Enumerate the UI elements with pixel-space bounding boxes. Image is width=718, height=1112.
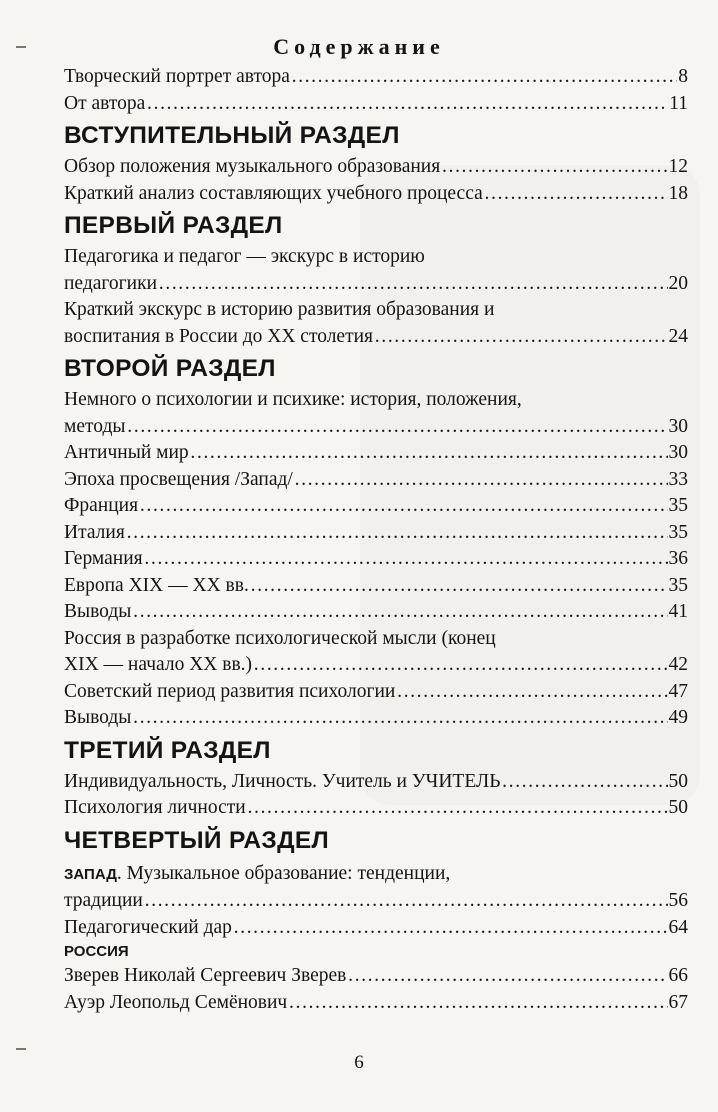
- page-number: 6: [354, 1052, 364, 1073]
- toc-entry[interactable]: [64, 963, 688, 990]
- toc-entry-label: Психология личности: [64, 797, 246, 818]
- toc-entry-page: 42: [668, 654, 688, 675]
- toc-entry[interactable]: [64, 154, 688, 181]
- toc-entry-label: Ауэр Леопольд Семёнович: [64, 991, 288, 1013]
- dot-leader: [288, 990, 667, 1017]
- dot-leader: [144, 546, 668, 573]
- toc-entry[interactable]: [64, 64, 688, 91]
- toc-entry-page: 12: [668, 156, 688, 177]
- dot-leader: [126, 414, 667, 441]
- toc-entry[interactable]: [64, 861, 688, 915]
- dot-leader: [190, 440, 668, 467]
- toc-entry[interactable]: [64, 795, 688, 822]
- toc-entry-page: 35: [668, 521, 688, 543]
- dot-leader: [146, 91, 668, 118]
- subsection-heading: РОССИЯ: [64, 943, 129, 960]
- dot-leader: [233, 915, 668, 942]
- dot-leader: [132, 599, 667, 626]
- table-of-contents: [64, 64, 688, 1016]
- toc-entry[interactable]: [64, 493, 688, 520]
- toc-entry-page: 35: [668, 495, 688, 516]
- margin-mark: [16, 1048, 26, 1050]
- toc-entry-label: Эпоха просвещения /Запад/: [64, 468, 293, 490]
- section-heading: ТРЕТИЙ РАЗДЕЛ: [64, 736, 271, 764]
- toc-entry-page: 50: [668, 797, 688, 818]
- section-heading: ПЕРВЫЙ РАЗДЕЛ: [64, 212, 283, 239]
- toc-entry-page: 18: [668, 182, 688, 204]
- toc-entry-label: Обзор положения музыкального образования: [64, 156, 441, 177]
- toc-entry-page: 47: [668, 680, 688, 702]
- dot-leader: [139, 493, 667, 520]
- region-label: ЗАПАД: [64, 865, 117, 883]
- dot-leader: [291, 64, 677, 91]
- toc-entry[interactable]: [64, 181, 688, 208]
- toc-entry-page: 30: [668, 442, 688, 463]
- toc-entry-line: Педагогика и педагог — экскурс в историю: [64, 246, 425, 267]
- toc-entry-page: 50: [668, 770, 688, 792]
- toc-entry-label: Античный мир: [64, 442, 189, 463]
- toc-entry-page: 56: [668, 890, 688, 911]
- toc-entry-page: 36: [668, 548, 688, 569]
- dot-leader: [158, 271, 667, 298]
- toc-entry[interactable]: [64, 467, 688, 494]
- toc-entry-page: 11: [669, 92, 688, 114]
- toc-entry-line: [64, 861, 688, 889]
- dot-leader: [132, 705, 667, 732]
- toc-entry-label: воспитания в России до XX столетия: [64, 325, 374, 347]
- toc-entry[interactable]: [64, 679, 688, 706]
- toc-entry-label: педагогики: [64, 272, 158, 294]
- toc-entry-label: Германия: [64, 548, 143, 569]
- toc-entry[interactable]: [64, 91, 688, 118]
- dot-leader: [441, 154, 667, 181]
- toc-entry-line-text: . Музыкальное образование: тенденции,: [116, 862, 451, 884]
- toc-entry-label: Выводы: [64, 707, 132, 728]
- toc-entry-label: методы: [64, 415, 126, 437]
- toc-entry[interactable]: [64, 440, 688, 467]
- toc-entry[interactable]: [64, 915, 688, 942]
- section-heading: ВСТУПИТЕЛЬНЫЙ РАЗДЕЛ: [64, 122, 400, 149]
- toc-entry-page: 49: [668, 707, 688, 728]
- dot-leader: [250, 573, 668, 600]
- toc-entry-label: Советский период развития психологии: [64, 680, 396, 702]
- toc-entry[interactable]: [64, 387, 688, 440]
- dot-leader: [247, 795, 668, 822]
- toc-entry-label: традиции: [64, 890, 143, 911]
- toc-entry-label: От автора: [64, 92, 146, 114]
- toc-entry-label: Краткий анализ составляющих учебного процесса: [64, 182, 483, 204]
- toc-entry-line: Немного о психологии и психике: история, положения,: [64, 389, 522, 410]
- toc-entry-line: Россия в разработке психологической мысли (конец: [64, 627, 496, 649]
- toc-entry[interactable]: [64, 546, 688, 573]
- dot-leader: [144, 888, 668, 915]
- dot-leader: [294, 467, 668, 494]
- toc-entry-line: Краткий экскурс в историю развития образования и: [64, 299, 495, 320]
- dot-leader: [253, 652, 667, 679]
- toc-entry-label: Педагогический дар: [64, 916, 232, 938]
- toc-entry-page: 20: [668, 272, 688, 294]
- toc-entry-label: Италия: [64, 521, 125, 543]
- toc-entry[interactable]: [64, 573, 688, 600]
- toc-entry-page: 30: [668, 415, 688, 437]
- toc-entry-page: 66: [668, 965, 688, 986]
- toc-entry[interactable]: [64, 626, 688, 679]
- toc-entry[interactable]: [64, 705, 688, 732]
- toc-entry-page: 67: [668, 991, 688, 1013]
- section-heading: ВТОРОЙ РАЗДЕЛ: [64, 355, 276, 382]
- section-heading: ЧЕТВЕРТЫЙ РАЗДЕЛ: [64, 826, 329, 854]
- dot-leader: [126, 520, 668, 547]
- toc-entry-page: 24: [668, 325, 688, 347]
- toc-entry[interactable]: [64, 599, 688, 626]
- toc-entry-page: 33: [668, 468, 688, 490]
- toc-entry-label: Европа XIX — XX вв.: [64, 574, 249, 596]
- toc-entry[interactable]: [64, 520, 688, 547]
- dot-leader: [347, 963, 667, 990]
- toc-entry-page: 64: [668, 916, 688, 938]
- toc-entry-label: Зверев Николай Сергеевич Зверев: [64, 965, 347, 986]
- toc-entry-label: Творческий портрет автора: [64, 66, 290, 87]
- dot-leader: [374, 324, 667, 351]
- toc-entry-page: 8: [678, 66, 688, 87]
- toc-entry[interactable]: [64, 769, 688, 796]
- toc-entry-page: 41: [668, 601, 688, 622]
- page-title: Содержание: [273, 34, 445, 59]
- toc-entry[interactable]: [64, 990, 688, 1017]
- dot-leader: [484, 181, 668, 208]
- toc-entry[interactable]: [64, 297, 688, 350]
- toc-entry[interactable]: [64, 244, 688, 297]
- toc-entry-page: 35: [668, 574, 688, 596]
- toc-entry-label: Выводы: [64, 601, 132, 622]
- dot-leader: [396, 679, 667, 706]
- toc-entry-label: Индивидуальность, Личность. Учитель и УЧИТЕЛЬ: [64, 770, 501, 792]
- toc-entry-label: XIX — начало XX вв.): [64, 654, 253, 675]
- toc-entry-label: Франция: [64, 495, 139, 516]
- dot-leader: [501, 769, 667, 796]
